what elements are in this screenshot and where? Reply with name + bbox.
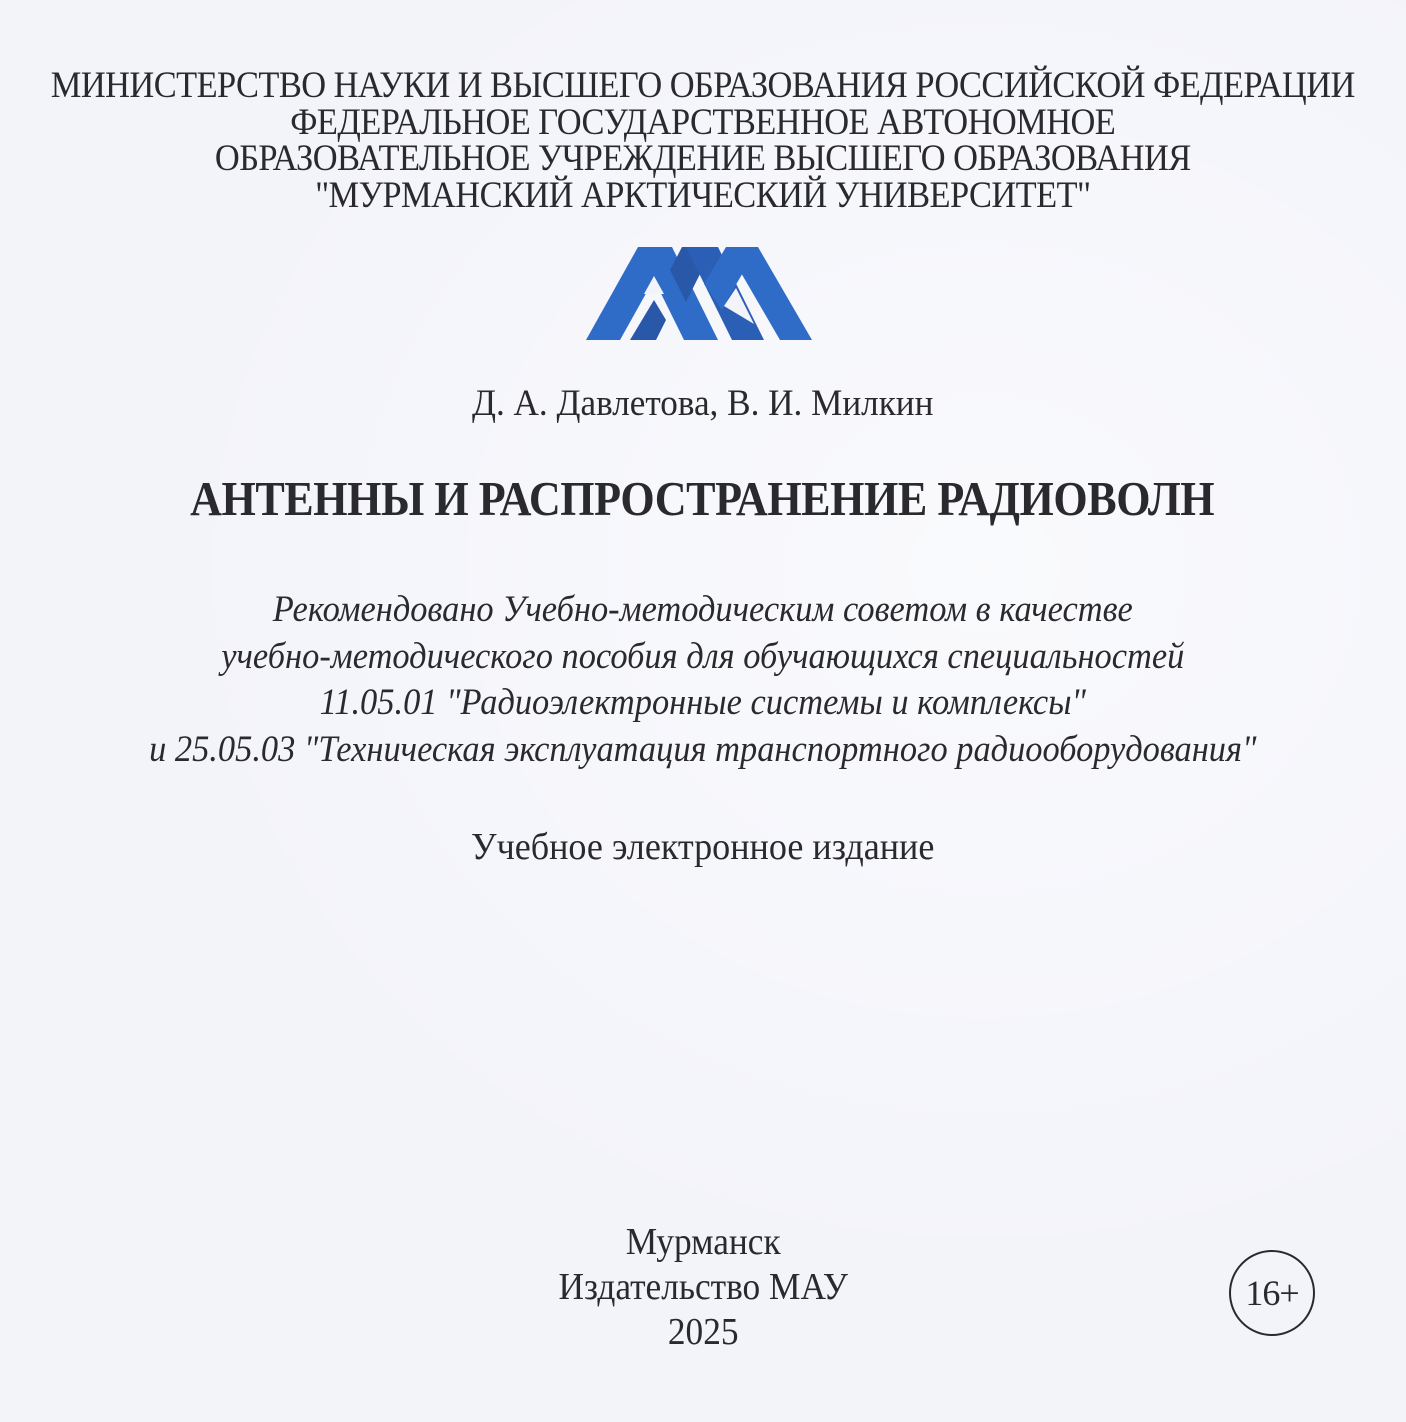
ministry-header [49, 65, 1357, 216]
authors: Д. А. Давлетова, В. И. Милкин [471, 383, 934, 424]
recommendation-line: и 25.05.03 "Техническая эксплуатация транспортного радиооборудования" [149, 728, 1257, 770]
header-line-ministry: МИНИСТЕРСТВО НАУКИ И ВЫСШЕГО ОБРАЗОВАНИЯ РОССИЙСКОЙ ФЕДЕРАЦИИ [50, 65, 1355, 106]
recommendation-line: 11.05.01 "Радиоэлектронные системы и комплексы" [319, 682, 1086, 723]
header-line-federal: ФЕДЕРАЛЬНОЕ ГОСУДАРСТВЕННОЕ АВТОНОМНОЕ [290, 101, 1116, 143]
imprint-city: Мурманск [625, 1221, 781, 1263]
imprint-publisher: Издательство МАУ [558, 1266, 848, 1308]
imprint-year: 2025 [667, 1311, 739, 1353]
book-title: АНТЕННЫ И РАСПРОСТРАНЕНИЕ РАДИОВОЛН [190, 471, 1215, 526]
header-line-university-name: "МУРМАНСКИЙ АРКТИЧЕСКИЙ УНИВЕРСИТЕТ" [315, 174, 1091, 216]
recommendation-block [49, 587, 1357, 773]
recommendation-line: Рекомендовано Учебно-методическим советом в качестве [272, 589, 1133, 630]
age-rating-label: 16+ [1245, 1273, 1299, 1313]
imprint [49, 1220, 1357, 1355]
header-line-institution-type: ОБРАЗОВАТЕЛЬНОЕ УЧРЕЖДЕНИЕ ВЫСШЕГО ОБРАЗОВАНИЯ [214, 138, 1191, 179]
recommendation-line: учебно-методического пособия для обучающихся специальностей [221, 635, 1185, 677]
age-rating-badge [1229, 1250, 1315, 1336]
edition-type: Учебное электронное издание [471, 826, 935, 868]
university-logo-icon [586, 244, 812, 342]
